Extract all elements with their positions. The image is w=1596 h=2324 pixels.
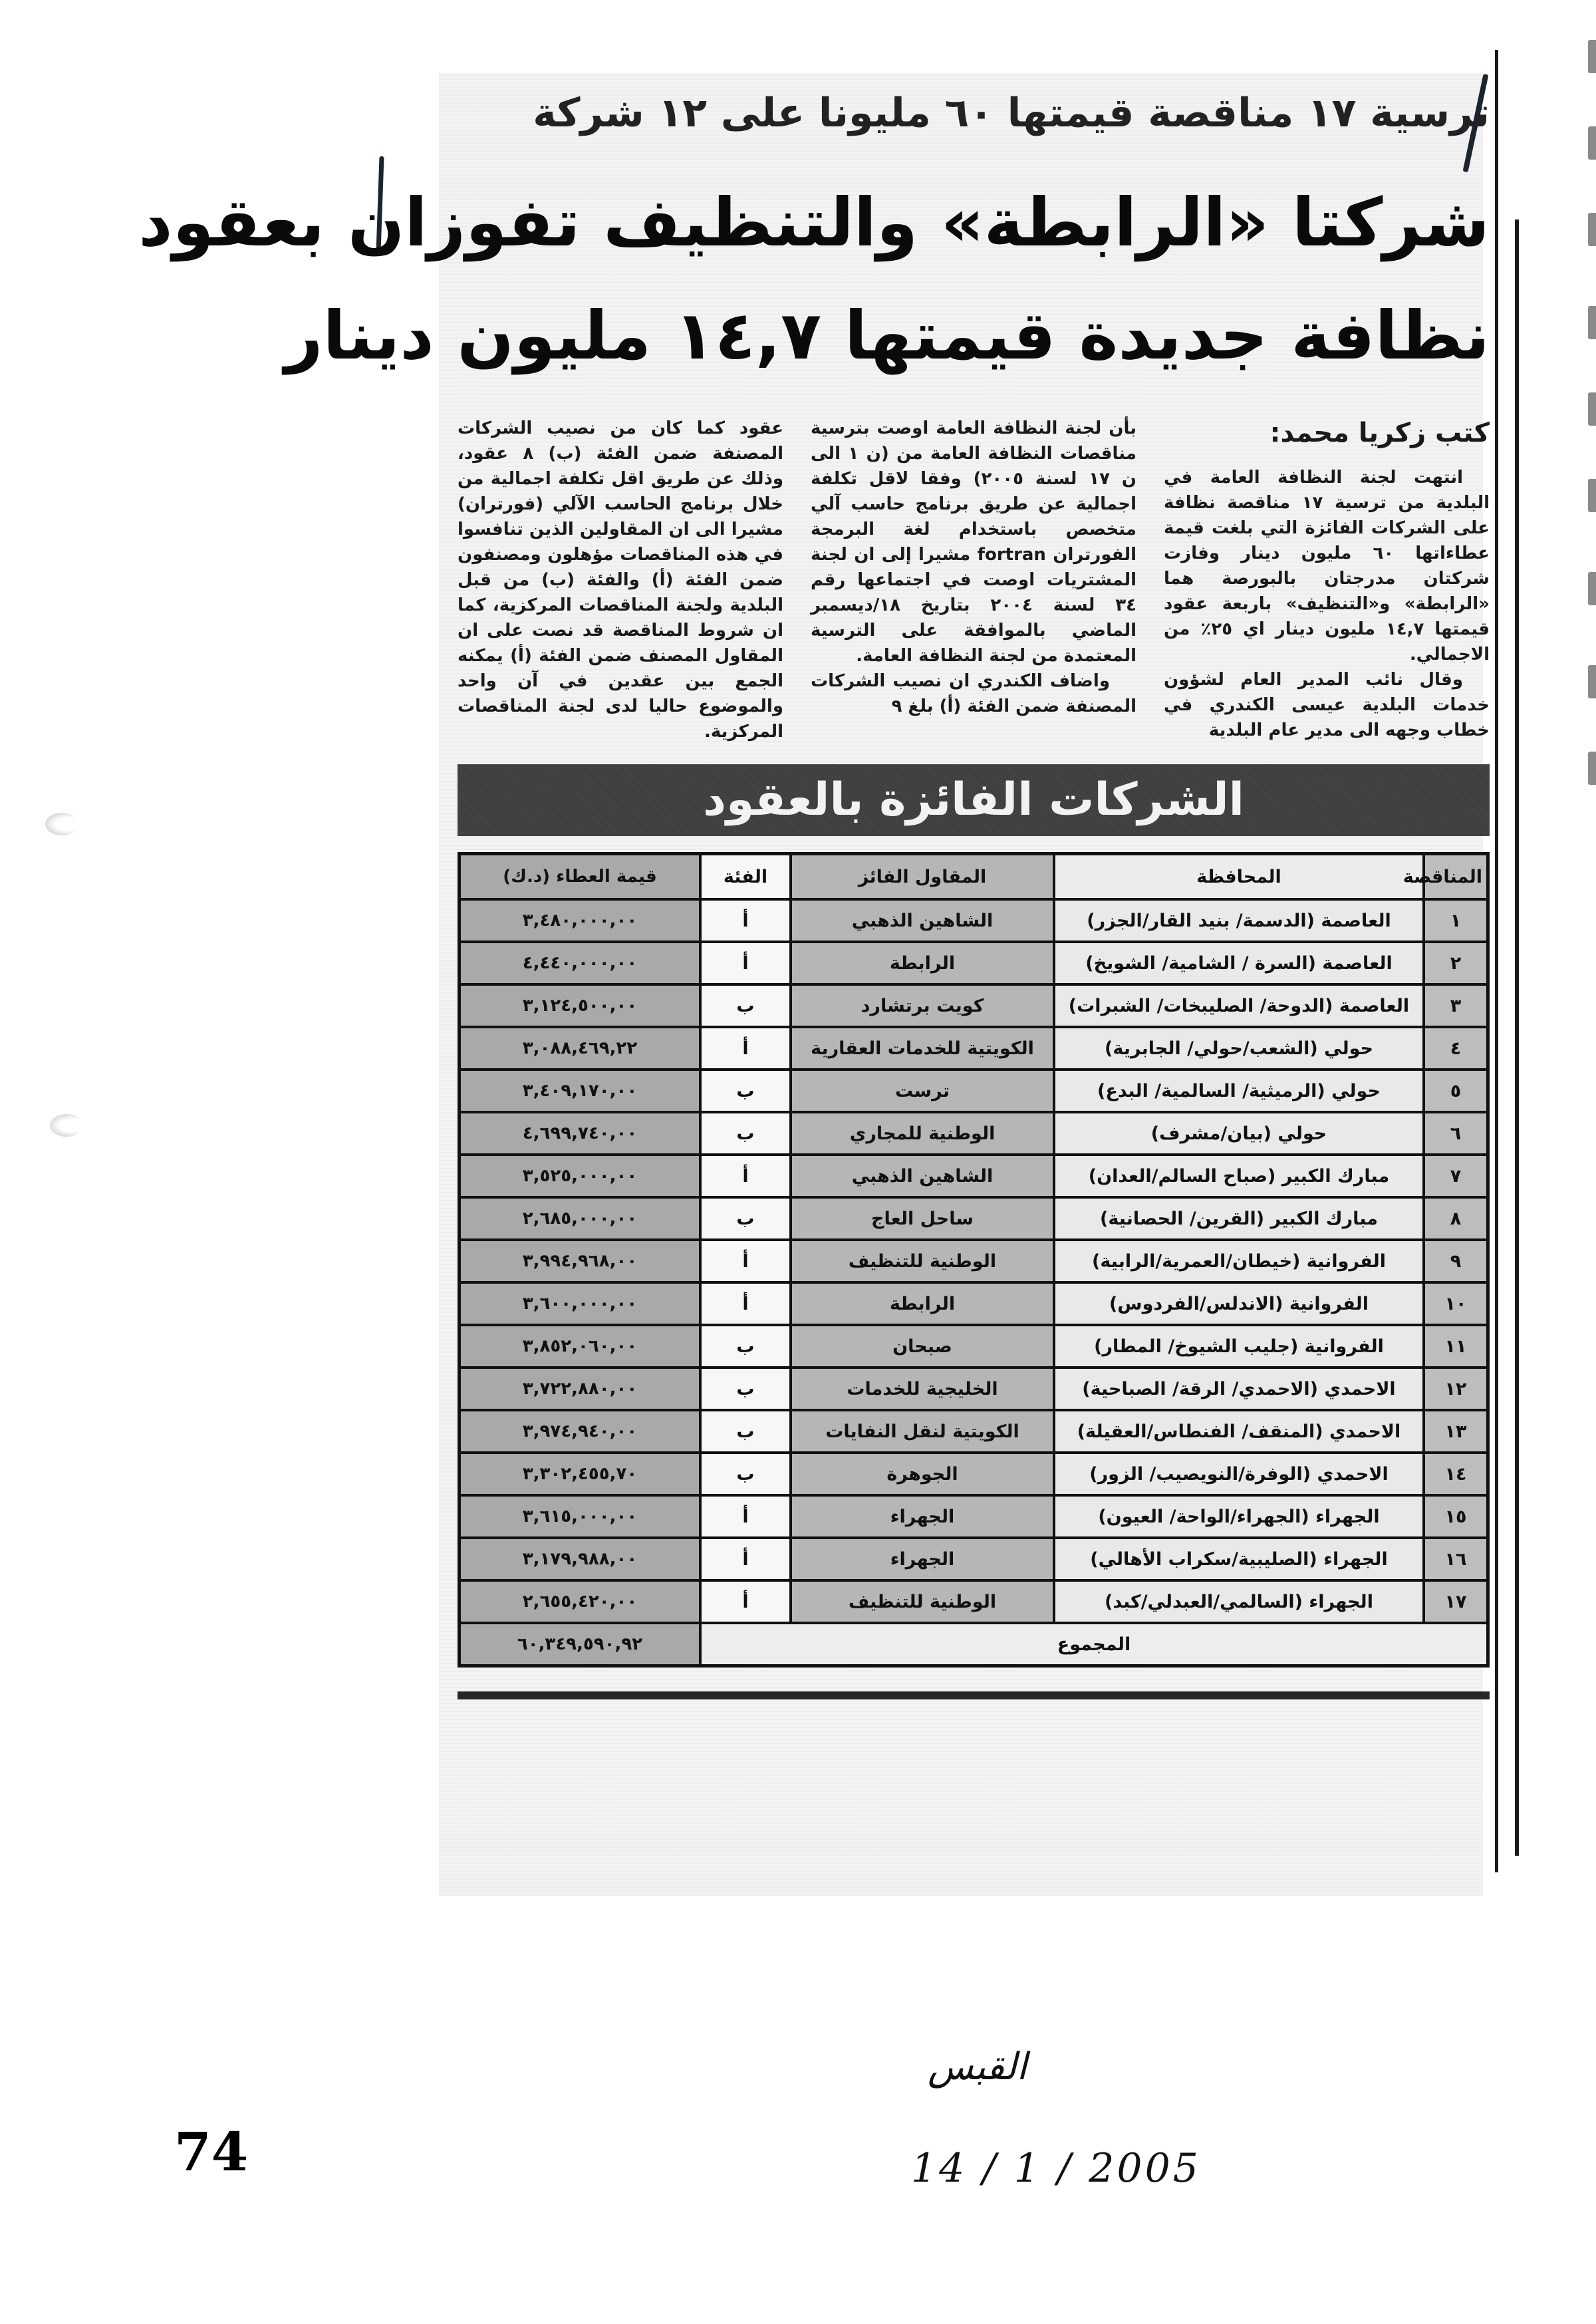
table-row xyxy=(460,1070,1488,1112)
scan-edge-mark xyxy=(1588,392,1596,426)
cell-contractor: الرابطة xyxy=(791,1282,1054,1325)
cell-bid-value: ٣,٥٢٥,٠٠٠,٠٠ xyxy=(460,1155,701,1197)
paragraph: واضاف الكندري ان نصيب الشركات المصنفة ضمن الفئة (أ) بلغ ٩ xyxy=(811,671,1136,716)
byline: كتب زكريا محمد: xyxy=(1269,418,1490,448)
cell-category: ب xyxy=(700,1453,791,1495)
cell-governorate: العاصمة (الدوحة/ الصليبخات/ الشبرات) xyxy=(1054,984,1424,1027)
header-category: الفئة xyxy=(700,854,791,900)
table-row xyxy=(460,1495,1488,1538)
table-row xyxy=(460,1580,1488,1623)
cell-governorate: الفروانية (جليب الشيوخ/ المطار) xyxy=(1054,1325,1424,1368)
table-row xyxy=(460,1197,1488,1240)
article-column-3 xyxy=(458,416,783,744)
scan-edge-mark xyxy=(1588,479,1596,512)
scan-edge-mark xyxy=(1588,306,1596,339)
table-row xyxy=(460,1282,1488,1325)
article-kicker: ترسية ١٧ مناقصة قيمتها ٦٠ مليونا على ١٢ شركة xyxy=(533,90,1490,136)
cell-bid-value: ٣,١٢٤,٥٠٠,٠٠ xyxy=(460,984,701,1027)
scan-edge-mark xyxy=(1588,40,1596,73)
cell-bid-value: ٣,٩٧٤,٩٤٠,٠٠ xyxy=(460,1410,701,1453)
cell-bid-value: ٣,٠٨٨,٤٦٩,٢٢ xyxy=(460,1027,701,1070)
handwritten-source: القبس xyxy=(928,2045,1027,2089)
table-row xyxy=(460,1027,1488,1070)
table-row xyxy=(460,1240,1488,1282)
page-number: 74 xyxy=(174,2120,249,2183)
handwritten-date: 14 / 1 / 2005 xyxy=(911,2145,1201,2192)
scan-edge-mark xyxy=(1588,752,1596,785)
cell-contractor: الكويتية للخدمات العقارية xyxy=(791,1027,1054,1070)
cell-contractor: ترست xyxy=(791,1070,1054,1112)
table-row xyxy=(460,1368,1488,1410)
paragraph: عقود كما كان من نصيب الشركات المصنفة ضمن الفئة (ب) ٨ عقود، وذلك عن طريق اقل تكلفة اجمالية من خلال برنامج الحاسب الآلي (فورتران) مشيرا الى ان المقاولين الذين تنافسوا في هذه المناقصات مؤهلون ومصنفون ضمن الفئة (أ) والفئة (ب) من قبل البلدية ولجنة المناقصات المركزية، كما ان شروط المناقصة قد نصت على ان المقاول المصنف ضمن الفئة (أ) يمكنه الجمع بين عقدين في آن واحد والموضوع حاليا لدى لجنة المناقصات المركزية. xyxy=(458,418,784,742)
cell-tender-no: ٤ xyxy=(1424,1027,1488,1070)
cell-category: أ xyxy=(700,942,791,984)
cell-tender-no: ١ xyxy=(1424,899,1488,942)
cell-bid-value: ٣,٣٠٢,٤٥٥,٧٠ xyxy=(460,1453,701,1495)
header-governorate: المحافظة xyxy=(1054,854,1424,900)
cell-governorate: العاصمة (الدسمة/ بنيد القار/الجزر) xyxy=(1054,899,1424,942)
bottom-rule xyxy=(458,1691,1490,1699)
cell-tender-no: ٥ xyxy=(1424,1070,1488,1112)
cell-contractor: الخليجية للخدمات xyxy=(791,1368,1054,1410)
cell-tender-no: ١١ xyxy=(1424,1325,1488,1368)
cell-category: أ xyxy=(700,1155,791,1197)
cell-contractor: الكويتية لنقل النفايات xyxy=(791,1410,1054,1453)
cell-bid-value: ٣,٨٥٢,٠٦٠,٠٠ xyxy=(460,1325,701,1368)
cell-bid-value: ٣,٤٨٠,٠٠٠,٠٠ xyxy=(460,899,701,942)
cell-governorate: الفروانية (الاندلس/الفردوس) xyxy=(1054,1282,1424,1325)
cell-bid-value: ٣,٤٠٩,١٧٠,٠٠ xyxy=(460,1070,701,1112)
cell-tender-no: ١٣ xyxy=(1424,1410,1488,1453)
cell-category: أ xyxy=(700,1282,791,1325)
cell-contractor: الرابطة xyxy=(791,942,1054,984)
cell-bid-value: ٣,٧٢٢,٨٨٠,٠٠ xyxy=(460,1368,701,1410)
cell-category: أ xyxy=(700,1580,791,1623)
cell-contractor: الجوهرة xyxy=(791,1453,1054,1495)
cell-governorate: حولي (بيان/مشرف) xyxy=(1054,1112,1424,1155)
cell-tender-no: ٨ xyxy=(1424,1197,1488,1240)
cell-governorate: الاحمدي (المنقف/ الفنطاس/العقيلة) xyxy=(1054,1410,1424,1453)
table-row xyxy=(460,1538,1488,1580)
cell-governorate: حولي (الرميثية/ السالمية/ البدع) xyxy=(1054,1070,1424,1112)
table-row xyxy=(460,984,1488,1027)
cell-category: ب xyxy=(700,984,791,1027)
header-winning-contractor: المقاول الفائز xyxy=(791,854,1054,900)
cell-bid-value: ٣,٦١٥,٠٠٠,٠٠ xyxy=(460,1495,701,1538)
column-rule xyxy=(1495,50,1498,1872)
cell-tender-no: ١٧ xyxy=(1424,1580,1488,1623)
cell-category: ب xyxy=(700,1070,791,1112)
cell-bid-value: ٣,٦٠٠,٠٠٠,٠٠ xyxy=(460,1282,701,1325)
cell-tender-no: ٣ xyxy=(1424,984,1488,1027)
cell-governorate: مبارك الكبير (القرين/ الحصانية) xyxy=(1054,1197,1424,1240)
article-headline-line2: نظافة جديدة قيمتها ١٤,٧ مليون دينار xyxy=(284,297,1490,374)
cell-tender-no: ٦ xyxy=(1424,1112,1488,1155)
cell-category: أ xyxy=(700,1240,791,1282)
scan-edge-mark xyxy=(1588,126,1596,160)
article-column-2 xyxy=(811,416,1136,719)
cell-category: ب xyxy=(700,1368,791,1410)
cell-tender-no: ١٤ xyxy=(1424,1453,1488,1495)
header-bid-value: قيمة العطاء (د.ك) xyxy=(460,854,701,900)
cell-tender-no: ١٥ xyxy=(1424,1495,1488,1538)
cell-bid-value: ٣,٩٩٤,٩٦٨,٠٠ xyxy=(460,1240,701,1282)
article-headline-line1: شركتا «الرابطة» والتنظيف تفوزان بعقود xyxy=(138,184,1490,261)
table-total-row xyxy=(460,1623,1488,1666)
scan-edge-mark xyxy=(1588,572,1596,605)
header-tender-no: المناقصة xyxy=(1424,854,1488,900)
cell-category: ب xyxy=(700,1112,791,1155)
cell-bid-value: ٢,٦٨٥,٠٠٠,٠٠ xyxy=(460,1197,701,1240)
cell-contractor: الوطنية للمجاري xyxy=(791,1112,1054,1155)
paragraph: بأن لجنة النظافة العامة اوصت بترسية مناقصات النظافة العامة من (ن ١ الى ن ١٧ لسنة ٢٠٠٥) وفقا لاقل تكلفة اجمالية عن طريق برنامج حاسب آلي متخصص باستخدام لغة البرمجة الفورتران fortran مشيرا إلى ان لجنة المشتريات اوصت في اجتماعها رقم ٣٤ لسنة ٢٠٠٤ بتاريخ ١٨/ديسمبر الماضي بالموافقة على الترسية المعتمدة من لجنة النظافة العامة. xyxy=(811,418,1137,666)
cell-bid-value: ٢,٦٥٥,٤٢٠,٠٠ xyxy=(460,1580,701,1623)
cell-category: ب xyxy=(700,1410,791,1453)
cell-contractor: صبحان xyxy=(791,1325,1054,1368)
cell-governorate: حولي (الشعب/حولي/ الجابرية) xyxy=(1054,1027,1424,1070)
total-label: المجموع xyxy=(700,1623,1488,1666)
cell-tender-no: ١٠ xyxy=(1424,1282,1488,1325)
cell-bid-value: ٣,١٧٩,٩٨٨,٠٠ xyxy=(460,1538,701,1580)
total-value: ٦٠,٣٤٩,٥٩٠,٩٢ xyxy=(460,1623,701,1666)
article-columns xyxy=(458,416,1490,744)
cell-contractor: الجهراء xyxy=(791,1538,1054,1580)
table-row xyxy=(460,1112,1488,1155)
table-row xyxy=(460,1325,1488,1368)
paragraph: انتهت لجنة النظافة العامة في البلدية من ترسية ١٧ مناقصة نظافة على الشركات الفائزة التي بلغت قيمة عطاءاتها ٦٠ مليون دينار وفازت شركتان مدرجتان بالبورصة هما «الرابطة» و«التنظيف» باربعة عقود قيمتها ١٤,٧ مليون دينار اي ٢٥٪ من الاجمالي. xyxy=(1164,468,1490,664)
binder-hole-top xyxy=(45,813,78,835)
table-row xyxy=(460,942,1488,984)
awards-table xyxy=(458,852,1490,1668)
scan-edge-mark xyxy=(1588,665,1596,698)
table-banner: الشركات الفائزة بالعقود xyxy=(458,764,1490,836)
table-row xyxy=(460,1155,1488,1197)
table-row xyxy=(460,899,1488,942)
cell-governorate: مبارك الكبير (صباح السالم/العدان) xyxy=(1054,1155,1424,1197)
cell-governorate: الاحمدي (الاحمدي/ الرقة/ الصباحية) xyxy=(1054,1368,1424,1410)
cell-contractor: الوطنية للتنظيف xyxy=(791,1580,1054,1623)
table-header-row xyxy=(460,854,1488,900)
cell-contractor: الشاهين الذهبي xyxy=(791,1155,1054,1197)
cell-category: أ xyxy=(700,1027,791,1070)
cell-contractor: الشاهين الذهبي xyxy=(791,899,1054,942)
scan-edge-mark xyxy=(1588,213,1596,246)
cell-tender-no: ٧ xyxy=(1424,1155,1488,1197)
cell-category: أ xyxy=(700,899,791,942)
cell-category: أ xyxy=(700,1495,791,1538)
cell-bid-value: ٤,٤٤٠,٠٠٠,٠٠ xyxy=(460,942,701,984)
cell-contractor: كويت برتشارد xyxy=(791,984,1054,1027)
cell-contractor: الوطنية للتنظيف xyxy=(791,1240,1054,1282)
cell-contractor: الجهراء xyxy=(791,1495,1054,1538)
cell-category: ب xyxy=(700,1325,791,1368)
cell-bid-value: ٤,٦٩٩,٧٤٠,٠٠ xyxy=(460,1112,701,1155)
binder-hole-bottom xyxy=(50,1114,83,1137)
cell-governorate: الجهراء (الصليبية/سكراب الأهالي) xyxy=(1054,1538,1424,1580)
cell-tender-no: ٢ xyxy=(1424,942,1488,984)
article-body xyxy=(138,86,1490,1699)
table-row xyxy=(460,1410,1488,1453)
cell-governorate: الجهراء (السالمي/العبدلي/كبد) xyxy=(1054,1580,1424,1623)
cell-governorate: الجهراء (الجهراء/الواحة/ العيون) xyxy=(1054,1495,1424,1538)
article-column-1 xyxy=(1164,416,1490,743)
cell-category: أ xyxy=(700,1538,791,1580)
cell-tender-no: ١٦ xyxy=(1424,1538,1488,1580)
cell-governorate: العاصمة (السرة / الشامية/ الشويخ) xyxy=(1054,942,1424,984)
table-row xyxy=(460,1453,1488,1495)
cell-governorate: الفروانية (خيطان/العمرية/الرابية) xyxy=(1054,1240,1424,1282)
cell-tender-no: ١٢ xyxy=(1424,1368,1488,1410)
column-rule xyxy=(1515,219,1519,1856)
cell-category: ب xyxy=(700,1197,791,1240)
paragraph: وقال نائب المدير العام لشؤون خدمات البلدية عيسى الكندري في خطاب وجهه الى مدير عام البلدية xyxy=(1164,670,1490,740)
cell-governorate: الاحمدي (الوفرة/النويصيب/ الزور) xyxy=(1054,1453,1424,1495)
cell-contractor: ساحل العاج xyxy=(791,1197,1054,1240)
cell-tender-no: ٩ xyxy=(1424,1240,1488,1282)
